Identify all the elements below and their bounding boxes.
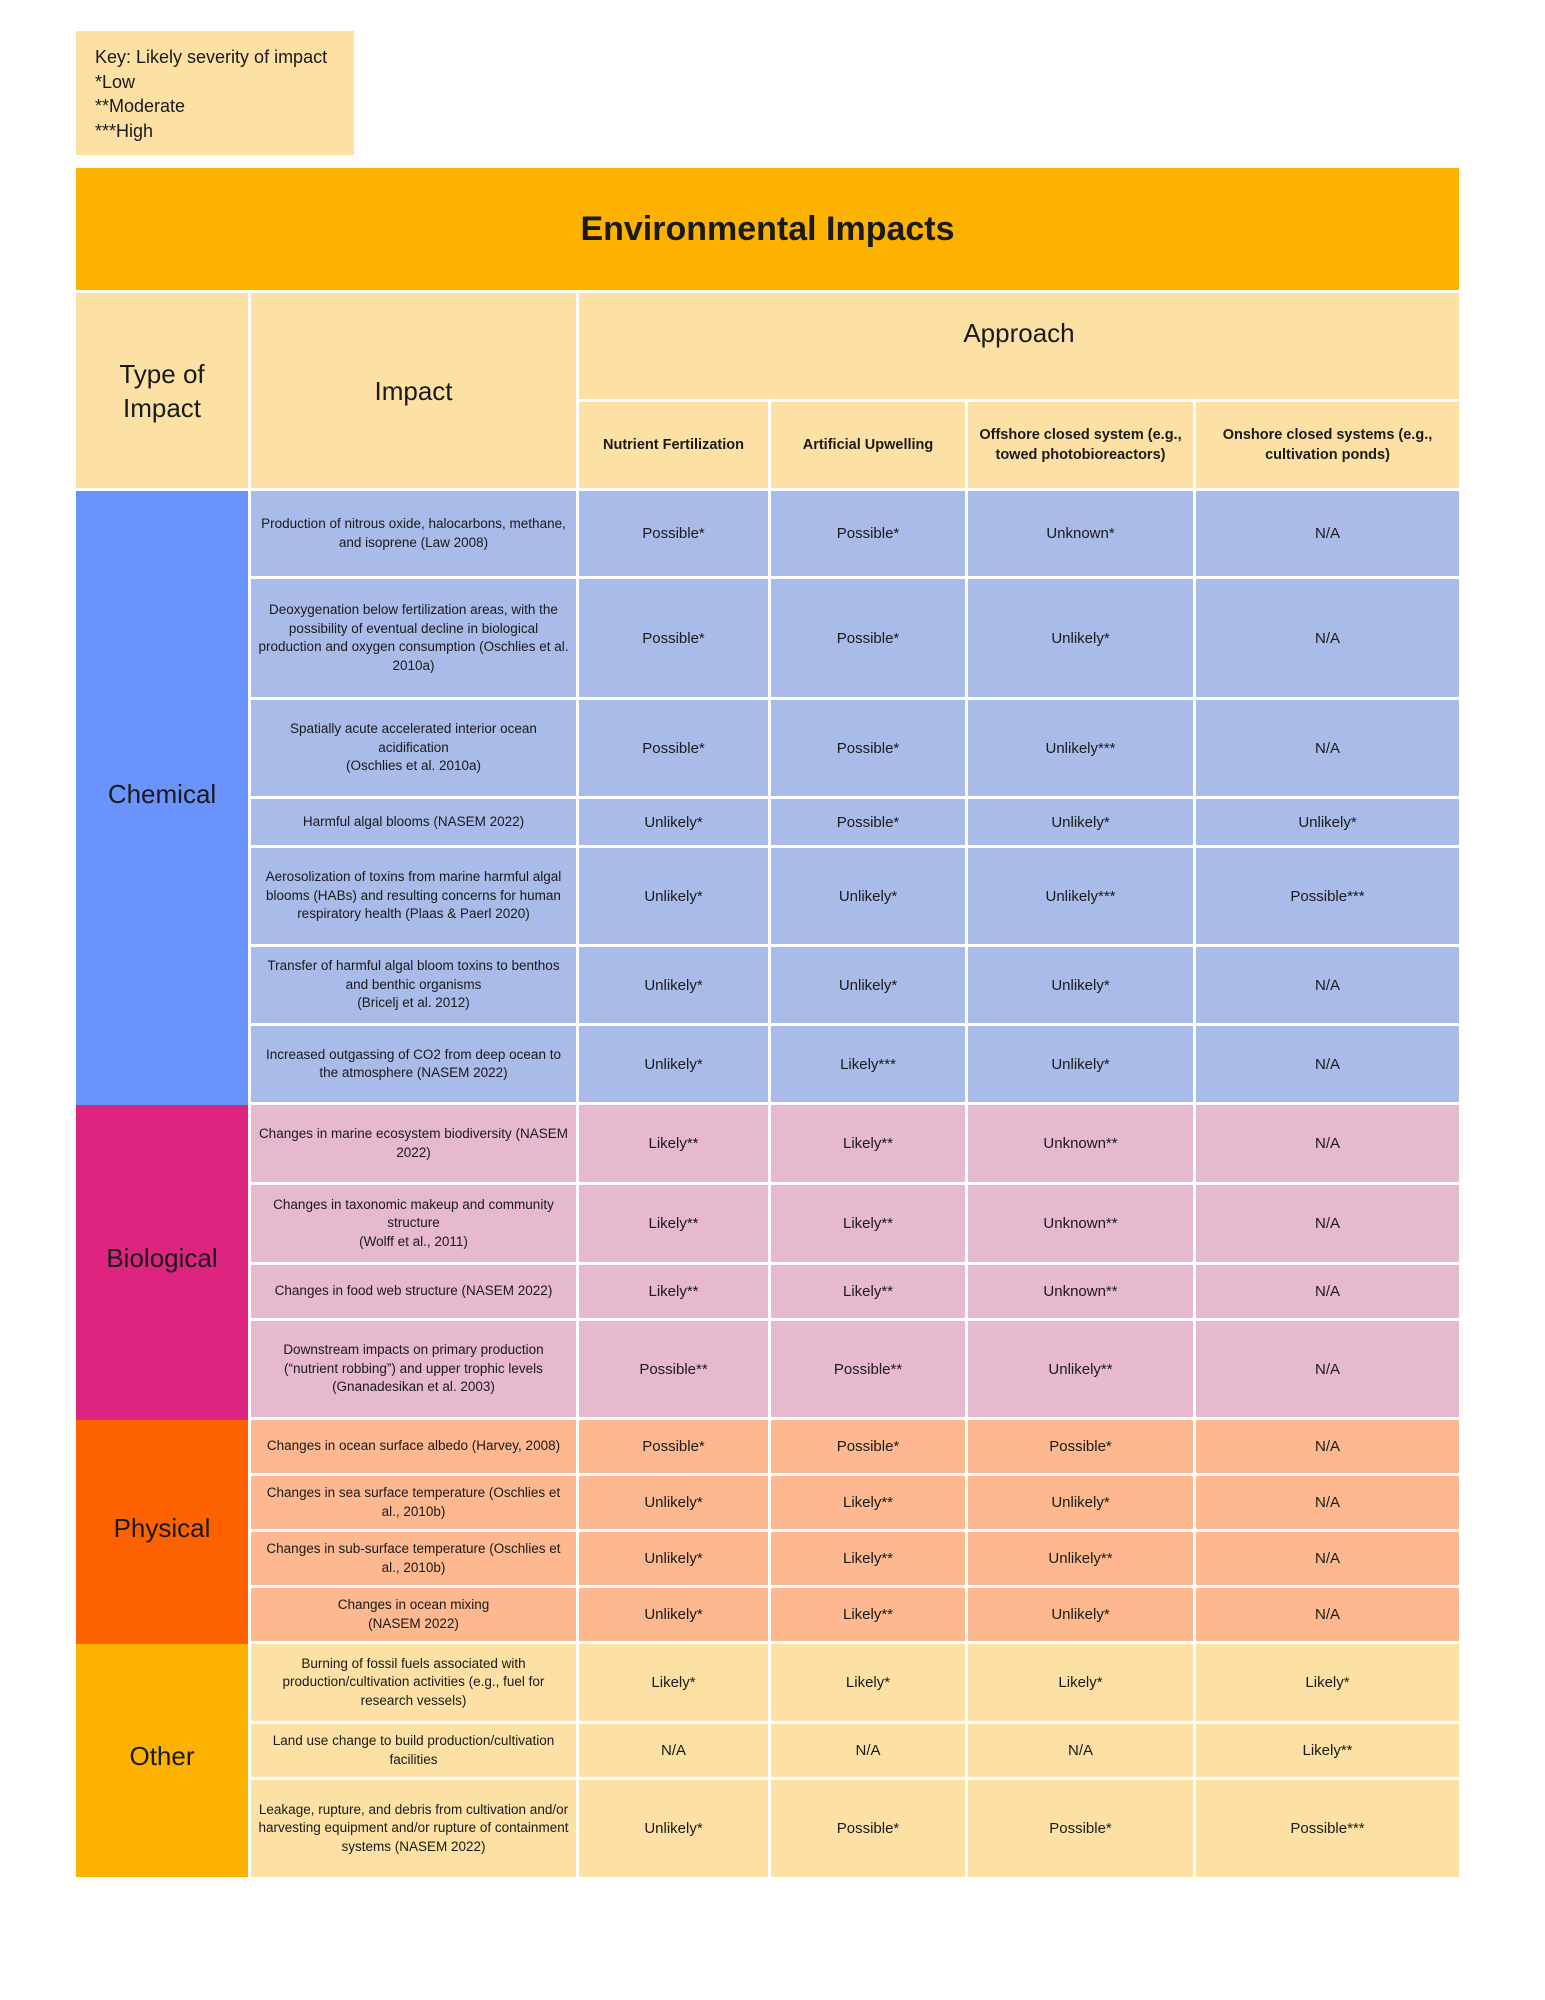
impact-likelihood: Likely** (579, 1185, 768, 1262)
impact-likelihood: Unlikely* (579, 1532, 768, 1585)
impact-likelihood: Unlikely* (968, 579, 1193, 697)
impact-description: Changes in taxonomic makeup and community structure (Wolff et al., 2011) (251, 1185, 576, 1262)
impact-likelihood: N/A (1196, 1532, 1459, 1585)
impact-likelihood: N/A (1196, 1026, 1459, 1102)
key-level-moderate: **Moderate (95, 96, 186, 116)
impact-likelihood: Likely** (771, 1588, 965, 1641)
impact-likelihood: Unlikely*** (968, 848, 1193, 944)
impact-description: Harmful algal blooms (NASEM 2022) (251, 799, 576, 845)
impact-likelihood: Unlikely* (968, 947, 1193, 1023)
impact-likelihood: Likely*** (771, 1026, 965, 1102)
impact-likelihood: N/A (771, 1724, 965, 1777)
impact-type-label: Biological (76, 1105, 248, 1420)
severity-key (76, 31, 354, 155)
impact-likelihood: Unlikely* (579, 1588, 768, 1641)
impact-description: Land use change to build production/cultivation facilities (251, 1724, 576, 1777)
impact-likelihood: Likely* (771, 1644, 965, 1721)
impact-likelihood: Possible* (579, 700, 768, 796)
impact-likelihood: N/A (1196, 1265, 1459, 1318)
impact-likelihood: Possible** (771, 1321, 965, 1417)
approach-header: Approach (579, 293, 1459, 399)
impact-likelihood: N/A (1196, 1321, 1459, 1417)
impact-likelihood: Possible* (968, 1780, 1193, 1877)
key-level-high: ***High (95, 120, 154, 141)
approach-column-header: Offshore closed system (e.g., towed photobioreactors) (968, 402, 1193, 488)
impact-likelihood: N/A (1196, 579, 1459, 697)
impact-likelihood: Unlikely* (579, 1026, 768, 1102)
impact-likelihood: N/A (1196, 1105, 1459, 1182)
table-title: Environmental Impacts (76, 168, 1459, 290)
impact-likelihood: Likely* (579, 1644, 768, 1721)
impact-likelihood: Likely* (1196, 1644, 1459, 1721)
impact-likelihood: N/A (1196, 1420, 1459, 1473)
impact-likelihood: Unlikely* (968, 1026, 1193, 1102)
impact-likelihood: Possible* (771, 491, 965, 576)
impact-description: Leakage, rupture, and debris from cultivation and/or harvesting equipment and/or rupture of containment systems (NASEM 2022) (251, 1780, 576, 1877)
impact-header: Impact (251, 293, 576, 488)
impact-likelihood: Unlikely* (771, 848, 965, 944)
impact-type-label: Physical (76, 1420, 248, 1644)
impact-likelihood: Unlikely* (968, 1476, 1193, 1529)
impact-description: Changes in sea surface temperature (Oschlies et al., 2010b) (251, 1476, 576, 1529)
impact-likelihood: Possible*** (1196, 848, 1459, 944)
impact-likelihood: Likely* (968, 1644, 1193, 1721)
impact-likelihood: Unlikely* (771, 947, 965, 1023)
impact-description: Increased outgassing of CO2 from deep ocean to the atmosphere (NASEM 2022) (251, 1026, 576, 1102)
impact-description: Deoxygenation below fertilization areas, with the possibility of eventual decline in biological production and oxygen consumption (Oschlies et al. 2010a) (251, 579, 576, 697)
impact-likelihood: Unknown** (968, 1185, 1193, 1262)
impact-likelihood: Unlikely* (579, 947, 768, 1023)
impact-description: Downstream impacts on primary production (“nutrient robbing”) and upper trophic levels (Gnanadesikan et al. 2003) (251, 1321, 576, 1417)
type-of-impact-header: Type of Impact (76, 293, 248, 488)
key-level-low: *Low (95, 71, 136, 92)
impact-description: Changes in sub-surface temperature (Oschlies et al., 2010b) (251, 1532, 576, 1585)
impact-likelihood: Unlikely* (579, 848, 768, 944)
impact-likelihood: N/A (1196, 1588, 1459, 1641)
approach-column-header: Onshore closed systems (e.g., cultivation ponds) (1196, 402, 1459, 488)
impact-likelihood: N/A (579, 1724, 768, 1777)
impact-likelihood: N/A (1196, 491, 1459, 576)
impact-likelihood: Unlikely* (579, 1476, 768, 1529)
impact-type-label: Other (76, 1644, 248, 1877)
impact-likelihood: Possible* (579, 579, 768, 697)
impact-likelihood: Unlikely* (579, 1780, 768, 1877)
impact-likelihood: Possible* (771, 1420, 965, 1473)
impact-likelihood: N/A (1196, 1476, 1459, 1529)
impact-likelihood: Likely** (771, 1185, 965, 1262)
impact-likelihood: Likely** (771, 1476, 965, 1529)
impact-description: Changes in food web structure (NASEM 2022) (251, 1265, 576, 1318)
impact-likelihood: Possible* (771, 700, 965, 796)
impact-description: Production of nitrous oxide, halocarbons, methane, and isoprene (Law 2008) (251, 491, 576, 576)
impact-likelihood: Possible* (579, 1420, 768, 1473)
impact-likelihood: Unlikely* (968, 1588, 1193, 1641)
impact-likelihood: Unlikely* (1196, 799, 1459, 845)
impact-description: Changes in ocean mixing (NASEM 2022) (251, 1588, 576, 1641)
impact-likelihood: Unknown** (968, 1105, 1193, 1182)
impact-likelihood: Likely** (579, 1265, 768, 1318)
impact-likelihood: Unlikely* (968, 799, 1193, 845)
impact-description: Changes in ocean surface albedo (Harvey, 2008) (251, 1420, 576, 1473)
impact-likelihood: N/A (968, 1724, 1193, 1777)
impact-likelihood: Likely** (579, 1105, 768, 1182)
impact-likelihood: Unlikely** (968, 1532, 1193, 1585)
approach-column-header: Nutrient Fertilization (579, 402, 768, 488)
impact-description: Burning of fossil fuels associated with production/cultivation activities (e.g., fuel for research vessels) (251, 1644, 576, 1721)
impact-likelihood: Unlikely*** (968, 700, 1193, 796)
impact-likelihood: Unknown* (968, 491, 1193, 576)
impact-likelihood: Unlikely* (579, 799, 768, 845)
impact-description: Transfer of harmful algal bloom toxins to benthos and benthic organisms (Bricelj et al. 2012) (251, 947, 576, 1023)
impact-likelihood: Possible** (579, 1321, 768, 1417)
approach-column-header: Artificial Upwelling (771, 402, 965, 488)
impact-likelihood: Likely** (771, 1105, 965, 1182)
impact-likelihood: Possible* (771, 579, 965, 697)
impact-likelihood: Likely** (771, 1532, 965, 1585)
impact-likelihood: Unlikely** (968, 1321, 1193, 1417)
impact-description: Aerosolization of toxins from marine harmful algal blooms (HABs) and resulting concerns for human respiratory health (Plaas & Paerl 2020) (251, 848, 576, 944)
impact-likelihood: N/A (1196, 700, 1459, 796)
impact-likelihood: N/A (1196, 1185, 1459, 1262)
key-title: Key: Likely severity of impact (95, 47, 328, 67)
impact-likelihood: Possible* (579, 491, 768, 576)
impact-likelihood: Possible* (771, 1780, 965, 1877)
impact-likelihood: Likely** (771, 1265, 965, 1318)
impact-description: Spatially acute accelerated interior ocean acidification (Oschlies et al. 2010a) (251, 700, 576, 796)
impact-likelihood: Possible* (968, 1420, 1193, 1473)
impact-likelihood: N/A (1196, 947, 1459, 1023)
impact-type-label: Chemical (76, 491, 248, 1105)
impact-likelihood: Possible* (771, 799, 965, 845)
impact-likelihood: Likely** (1196, 1724, 1459, 1777)
impact-description: Changes in marine ecosystem biodiversity (NASEM 2022) (251, 1105, 576, 1182)
impact-likelihood: Unknown** (968, 1265, 1193, 1318)
impact-likelihood: Possible*** (1196, 1780, 1459, 1877)
